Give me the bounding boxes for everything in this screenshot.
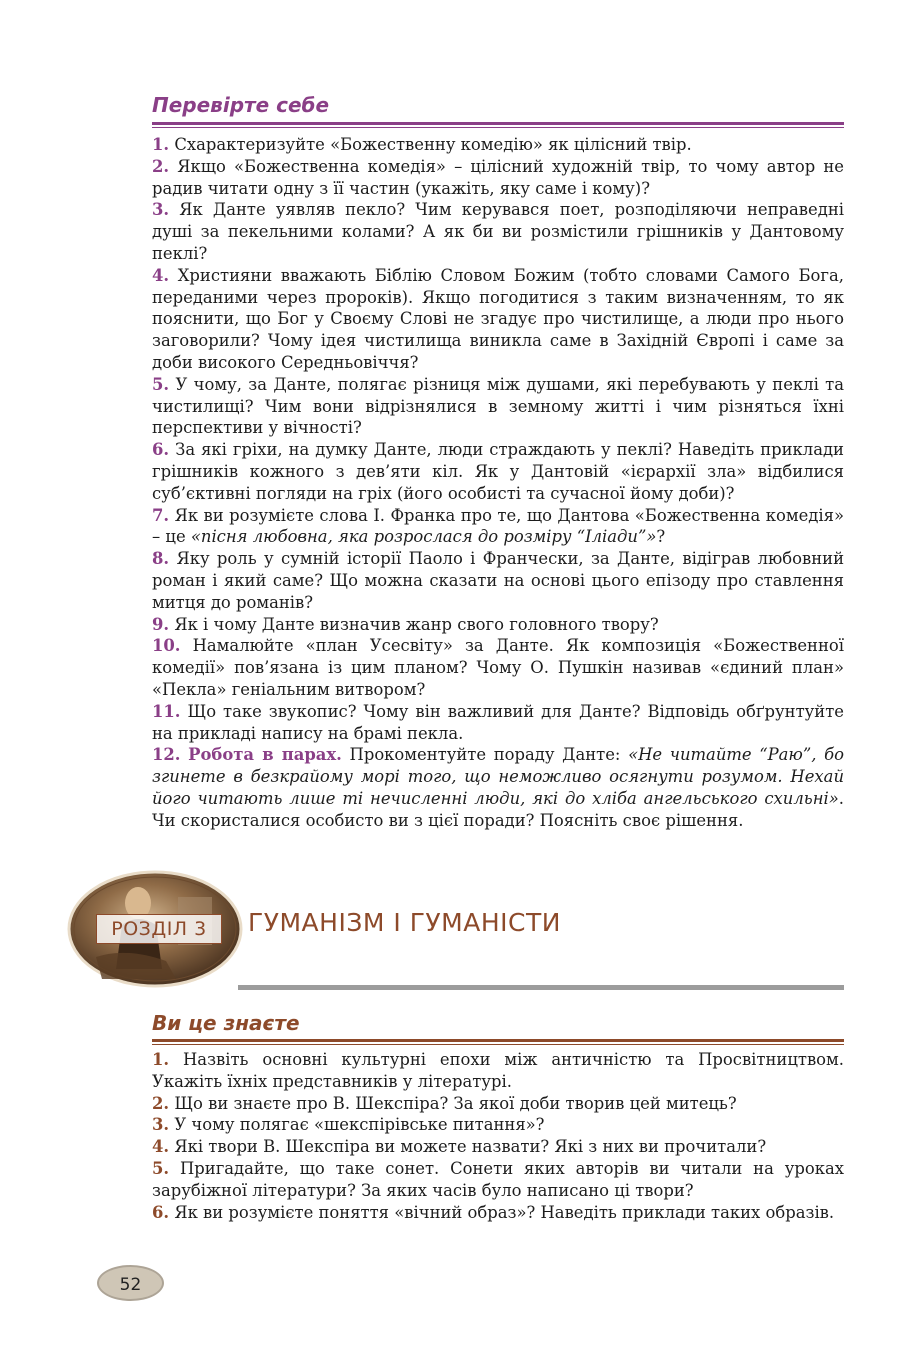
you-know-this-title: Ви це знаєте xyxy=(152,1011,300,1035)
question-item xyxy=(152,439,844,504)
question-text: Назвіть основні культурні епохи між античністю та Просвітництвом. Укажіть їхніх представників у літературі. xyxy=(152,1050,844,1091)
question-item xyxy=(152,199,844,264)
question-number: 5. xyxy=(152,1158,170,1178)
question-number: 1. xyxy=(152,1050,170,1069)
question-number: 8. xyxy=(152,549,170,569)
question-item xyxy=(152,1114,844,1136)
question-item xyxy=(152,156,844,200)
question-text: Які твори В. Шекспіра ви можете назвати? Які з них ви прочитали? xyxy=(174,1137,767,1157)
question-text: Пригадайте, що таке сонет. Сонети яких авторів ви читали на уроках зарубіжної літератури? За яких часів було написано ці твори? xyxy=(152,1158,844,1200)
question-item xyxy=(152,614,844,636)
check-questions-list xyxy=(152,134,844,832)
question-text: Що ви знаєте про В. Шекспіра? За якої доби творив цей митець? xyxy=(174,1093,737,1113)
question-number: 11. xyxy=(152,701,181,721)
chapter-title: ГУМАНІЗМ І ГУМАНІСТИ xyxy=(248,908,561,937)
question-number: 6. xyxy=(152,440,170,460)
question-text: Яку роль у сумній історії Паоло і Франчески, за Данте, відіграв любовний роман і який саме? Що можна сказати на основі цього епізоду про ставлення митця до романів? xyxy=(152,549,844,612)
question-item xyxy=(152,505,844,549)
question-number: 1. xyxy=(152,135,170,154)
question-number: 4. xyxy=(152,1137,170,1157)
chapter-divider-bar xyxy=(238,985,844,990)
question-item xyxy=(152,744,844,831)
question-item xyxy=(152,1049,844,1093)
question-text: Як ви розумієте поняття «вічний образ»? Наведіть приклади таких образів. xyxy=(174,1202,835,1222)
question-item xyxy=(152,635,844,700)
franko-quote: «пісня любовна, яка розрослася до розміру “Іліади”» xyxy=(190,527,657,547)
question-number: 2. xyxy=(152,1093,170,1113)
question-number: 2. xyxy=(152,156,170,176)
question-number: 3. xyxy=(152,200,170,220)
question-item xyxy=(152,1093,844,1115)
question-item xyxy=(152,265,844,374)
pair-work-label: Робота в парах. xyxy=(188,745,342,765)
question-text: Що таке звукопис? Чому він важливий для Данте? Відповідь обґрунтуйте на прикладі напису на брамі пекла. xyxy=(152,701,844,743)
question-number: 10. xyxy=(152,636,181,656)
question-text: У чому полягає «шекспірівське питання»? xyxy=(174,1115,545,1135)
question-text: Прокоментуйте пораду Данте: xyxy=(349,745,629,765)
question-number: 9. xyxy=(152,614,170,634)
question-text-end: . Чи скористалися особисто ви з цієї поради? Поясніть своє рішення. xyxy=(152,788,844,830)
question-text: Як і чому Данте визначив жанр свого головного твору? xyxy=(174,614,659,634)
question-item xyxy=(152,1136,844,1158)
question-text: Якщо «Божественна комедія» – цілісний художній твір, то чому автор не радив читати одну з її частин (укажіть, яку саме і кому)? xyxy=(152,156,844,198)
know-questions-list xyxy=(152,1049,844,1223)
question-text: У чому, за Данте, полягає різниця між душами, які перебувають у пеклі та чистилищі? Чим вони відрізнялися в земному житті і чим різняться їхні перспективи у вічності? xyxy=(152,374,844,438)
question-number: 6. xyxy=(152,1202,170,1222)
page-number: 52 xyxy=(97,1265,164,1301)
know-title-rule xyxy=(152,1039,844,1045)
question-number: 3. xyxy=(152,1115,170,1135)
question-text-end: ? xyxy=(656,527,666,547)
question-number: 5. xyxy=(152,374,170,394)
check-yourself-title: Перевірте себе xyxy=(152,93,330,117)
question-text: Як ви розумієте слова І. Франка про те, що Дантова «Божественна комедія» – це xyxy=(152,505,844,547)
question-text: Схарактеризуйте «Божественну комедію» як цілісний твір. xyxy=(174,135,692,154)
question-item xyxy=(152,1158,844,1202)
question-text: Як Данте уявляв пекло? Чим керувався поет, розподіляючи неправедні душі за пекельними колами? А як би ви розмістили грішників у Дантовому пеклі? xyxy=(152,200,844,263)
dante-quote: «Не читайте “Раю”, бо згинете в безкрайому морі того, що неможливо осягнути розумом. Нехай його читають лише ті нечисленні люди, які до хліба ангельського схильні» xyxy=(152,745,844,808)
question-text: Християни вважають Біблію Словом Божим (тобто словами Самого Бога, переданими через пророків). Якщо погодитися з таким визначенням, то як пояснити, що Бог у Своєму Слові не згадує про чистилище, а люди про нього заговорили? Чому ідея чистилища виникла саме в Західній Європі і саме за доби високого Середньовіччя? xyxy=(152,265,844,372)
question-number: 7. xyxy=(152,505,170,525)
question-item xyxy=(152,134,844,156)
question-item xyxy=(152,701,844,745)
question-number: 4. xyxy=(152,265,170,285)
question-text: За які гріхи, на думку Данте, люди страждають у пеклі? Наведіть приклади грішників кожного з дев’яти кіл. Як у Дантовій «ієрархії зла» відбилися суб’єктивні погляди на гріх (його особисті та сучасної йому доби)? xyxy=(152,440,844,503)
check-title-rule xyxy=(152,122,844,128)
question-item xyxy=(152,374,844,439)
question-item xyxy=(152,1202,844,1224)
question-text: Намалюйте «план Усесвіту» за Данте. Як композиція «Божественної комедії» пов’язана із цим планом? Чому О. Пушкін називав «єдиний план» «Пекла» геніальним витвором? xyxy=(152,636,844,699)
question-number: 12. xyxy=(152,745,181,765)
question-item xyxy=(152,548,844,613)
chapter-label: РОЗДІЛ 3 xyxy=(96,914,222,944)
